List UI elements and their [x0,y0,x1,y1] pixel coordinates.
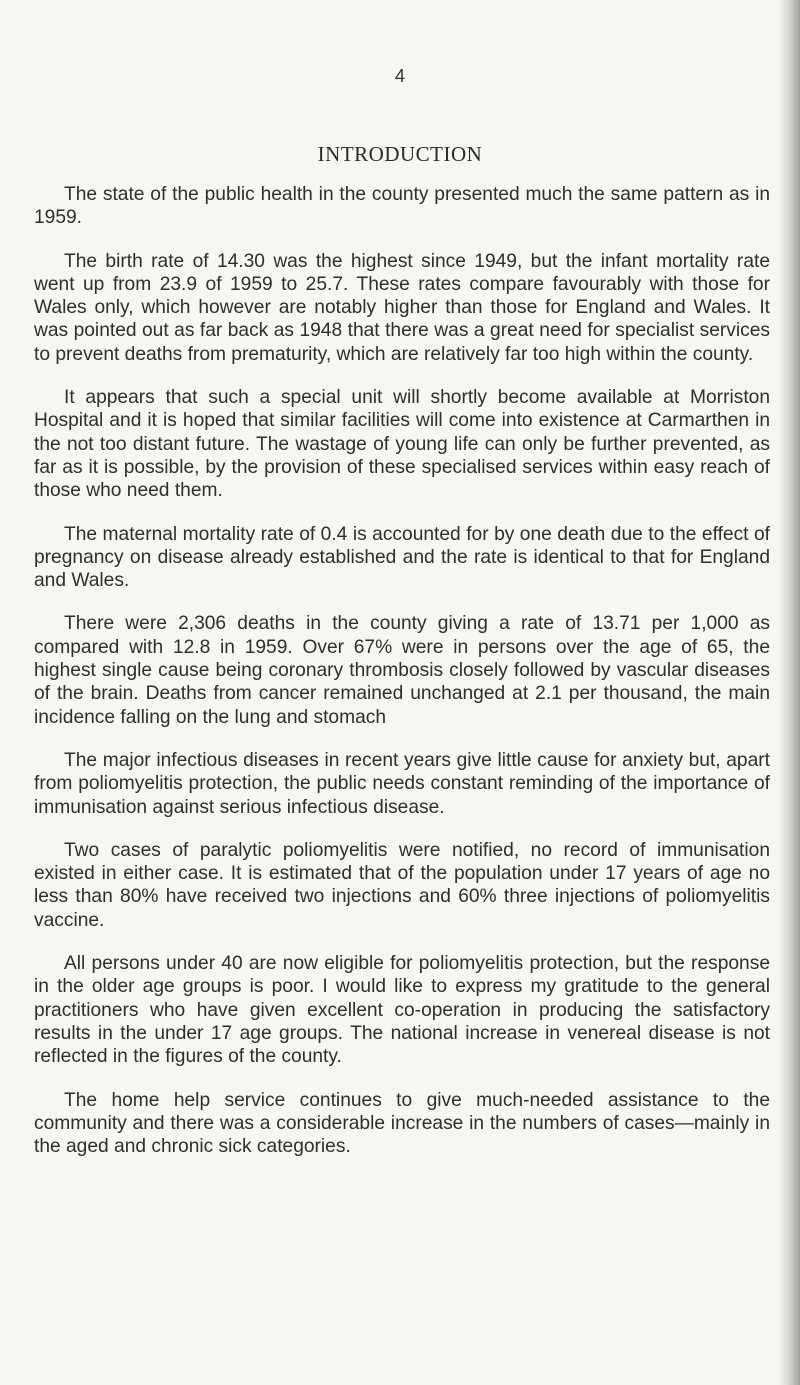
paragraph-2: The birth rate of 14.30 was the highest since 1949, but the infant mortality rate went up from 23.9 of 1959 to 25.7. These rates compare favourably with those for Wales only, which however are notably higher than those for England and Wales. It was pointed out as far back as 1948 that there was a great need for specialist services to prevent deaths from prematurity, which are relatively far too high within the county. [34,250,770,365]
paragraph-3: It appears that such a special unit will shortly become available at Morriston Hospital and it is hoped that similar facilities will come into existence at Carmarthen in the not too distant future. The wastage of young life can only be further prevented, as far as it is possible, by the provision of these specialised services within easy reach of those who need them. [34,387,770,502]
paragraph-5: There were 2,306 deaths in the county giving a rate of 13.71 per 1,000 as compared with 12.8 in 1959. Over 67% were in persons over the age of 65, the highest single cause being coronary thrombosis closely followed by vascular diseases of the brain. Deaths from cancer remained unchanged at 2.1 per thousand, the main incidence falling on the lung and stomach [34,613,770,728]
page-edge-shadow [778,0,800,1385]
page-title: INTRODUCTION [317,142,483,166]
paragraph-6: The major infectious diseases in recent years give little cause for anxiety but, apart from poliomyelitis protection, the public needs constant reminding of the importance of immunisation against serious infectious disease. [34,749,770,818]
paragraph-4: The maternal mortality rate of 0.4 is accounted for by one death due to the effect of pregnancy on disease already established and the rate is identical to that for England and Wales. [34,523,770,592]
page-number: 4 [394,66,405,86]
paragraph-8: All persons under 40 are now eligible for poliomyelitis protection, but the response in the older age groups is poor. I would like to express my gratitude to the general practitioners who have given excellent co-operation in producing the satisfactory results in the under 17 age groups. The national increase in venereal disease is not reflected in the figures of the county. [34,953,770,1068]
paragraph-7: Two cases of paralytic poliomyelitis were notified, no record of immunisation existed in either case. It is estimated that of the population under 17 years of age no less than 80% have received two injections and 60% three injections of poliomyelitis vaccine. [34,839,770,931]
paragraph-1: The state of the public health in the county presented much the same pattern as in 1959. [34,184,770,229]
paragraph-9: The home help service continues to give much-needed assistance to the community and there was a considerable increase in the numbers of cases—mainly in the aged and chronic sick categories. [34,1089,770,1158]
body-text [34,183,770,1178]
